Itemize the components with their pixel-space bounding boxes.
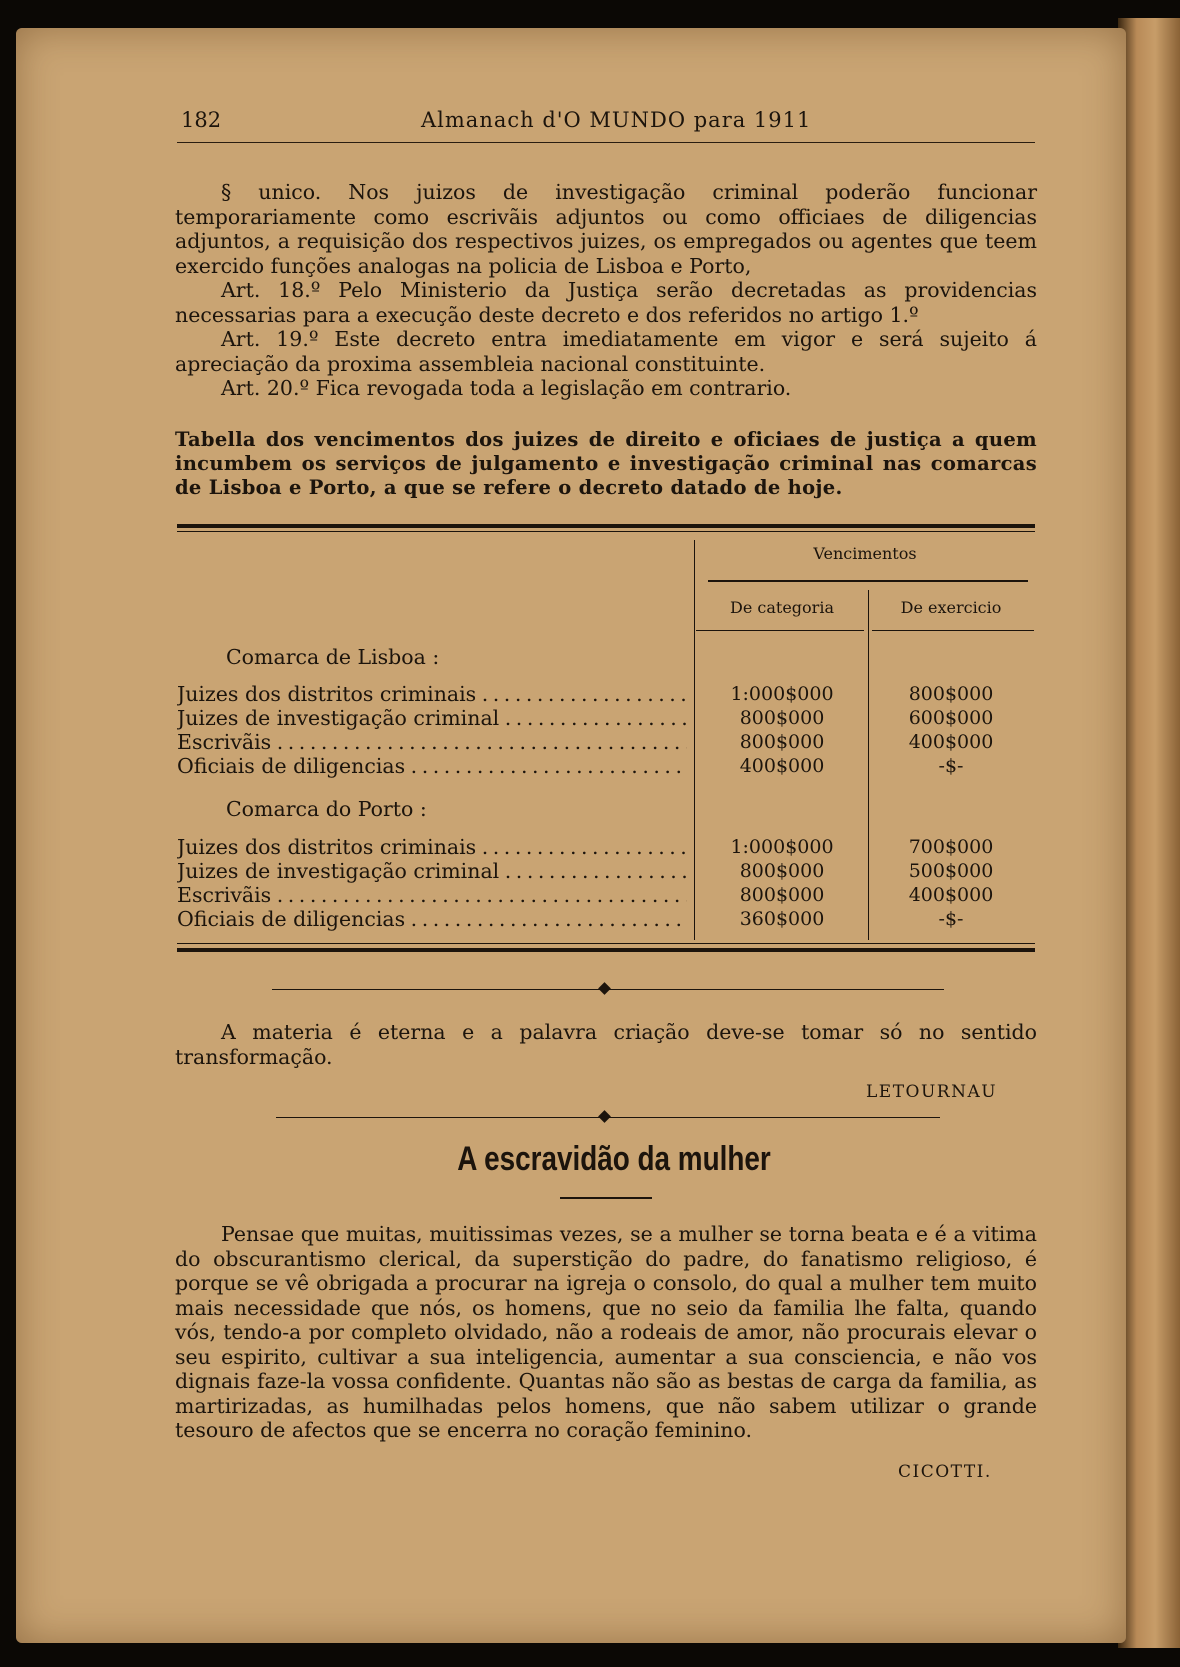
- cell-exercicio: 800$000: [908, 683, 994, 705]
- quote-text: A materia é eterna e a palavra criação deve-se tomar só no sentido transformação.: [175, 1020, 1037, 1069]
- cell-categoria: 1:000$000: [730, 836, 834, 858]
- page-number: 182: [181, 108, 222, 132]
- row-label: Oficiais de diligencias . . .: [177, 907, 687, 931]
- cell-exercicio: -$-: [938, 755, 964, 777]
- cell-exercicio: 400$000: [908, 731, 994, 753]
- article-body: [175, 1222, 1037, 1443]
- cell-exercicio: 500$000: [908, 860, 994, 882]
- cell-exercicio: -$-: [938, 908, 964, 930]
- vencimentos-rule: [708, 580, 1028, 582]
- col-exercicio-header: De exercicio: [900, 598, 1002, 617]
- cell-categoria: 800$000: [739, 860, 825, 882]
- cell-categoria: 800$000: [739, 731, 825, 753]
- section-title-porto: Comarca do Porto :: [226, 797, 427, 821]
- vencimentos-header: Vencimentos: [813, 544, 917, 563]
- article-title: A escravidão da mulher: [457, 1140, 771, 1178]
- table-title: [175, 428, 1037, 500]
- cell-categoria: 400$000: [739, 755, 825, 777]
- decree-text: [175, 180, 1037, 401]
- cell-categoria: 800$000: [739, 884, 825, 906]
- row-label: Escrivãis . . .: [177, 883, 687, 907]
- table-bottom-rule-thin: [177, 943, 1035, 944]
- cell-exercicio: 600$000: [908, 707, 994, 729]
- cell-categoria: 1:000$000: [730, 683, 834, 705]
- cell-exercicio: 700$000: [908, 836, 994, 858]
- row-label: Juizes dos distritos criminais . . .: [177, 682, 687, 706]
- header-rule: [177, 142, 1035, 143]
- col-header-rule: [696, 630, 864, 631]
- table-top-rule: [177, 524, 1035, 528]
- decree-paragraph: Art. 18.º Pelo Ministerio da Justiça serão decretadas as providencias necessarias para a execução deste decreto e dos referidos no artigo 1.º: [175, 278, 1037, 327]
- title-underline: [560, 1197, 652, 1199]
- table-title-text: Tabella dos vencimentos dos juizes de direito e oficiaes de justiça a quem incumbem os serviços de julgamento e investigação criminal nas comarcas de Lisboa e Porto, a que se refere o decreto datado de hoje.: [175, 428, 1037, 499]
- quote-letournau: [175, 1020, 1037, 1069]
- decree-paragraph: Art. 20.º Fica revogada toda a legislação em contrario.: [221, 376, 792, 400]
- table-divider: [694, 540, 695, 940]
- article-author: CICOTTI.: [898, 1462, 992, 1482]
- cell-exercicio: 400$000: [908, 884, 994, 906]
- row-label: Oficiais de diligencias . . .: [177, 754, 687, 778]
- table-divider: [868, 590, 869, 940]
- next-page-edge: [1118, 18, 1180, 1648]
- row-label: Juizes de investigação criminal . . .: [177, 859, 687, 883]
- col-header-rule: [872, 630, 1034, 631]
- running-title: Almanach d'O MUNDO para 1911: [421, 108, 812, 132]
- quote-author: LETOURNAU: [866, 1082, 998, 1102]
- section-title-lisboa: Comarca de Lisboa :: [226, 645, 440, 669]
- cell-categoria: 360$000: [739, 908, 825, 930]
- decree-paragraph: Art. 19.º Este decreto entra imediatamente em vigor e será sujeito á apreciação da proxima assembleia nacional constituinte.: [175, 327, 1037, 376]
- col-categoria-header: De categoria: [730, 598, 834, 617]
- cell-categoria: 800$000: [739, 707, 825, 729]
- row-label: Juizes dos distritos criminais . . .: [177, 835, 687, 859]
- table-bottom-rule: [177, 948, 1035, 952]
- table-top-rule-thin: [177, 531, 1035, 532]
- decree-paragraph: § unico. Nos juizos de investigação criminal poderão funcionar temporariamente como escrivãis adjuntos ou como officiaes de diligencias adjuntos, a requisição dos respectivos juizes, os empregados ou agentes que teem exercido funções analogas na policia de Lisboa e Porto,: [175, 180, 1037, 278]
- article-text: Pensae que muitas, muitissimas vezes, se a mulher se torna beata e é a vitima do obscurantismo clerical, da superstição do padre, do fanatismo religioso, é porque se vê obrigada a procurar na igreja o consolo, do qual a mulher tem muito mais necessidade que nós, os homens, que no seio da familia lhe falta, quando vós, tendo-a por completo olvidado, não a rodeais de amor, não procurais elevar o seu espirito, cultivar a sua inteligencia, aumentar a sua consciencia, e não vos dignais faze-la vossa confidente. Quantas não são as bestas de carga da familia, as martirizadas, as humilhadas pelos homens, que não sabem utilizar o grande tesouro de afectos que se encerra no coração feminino.: [175, 1222, 1037, 1442]
- row-label: Juizes de investigação criminal . . .: [177, 706, 687, 730]
- row-label: Escrivãis . . .: [177, 730, 687, 754]
